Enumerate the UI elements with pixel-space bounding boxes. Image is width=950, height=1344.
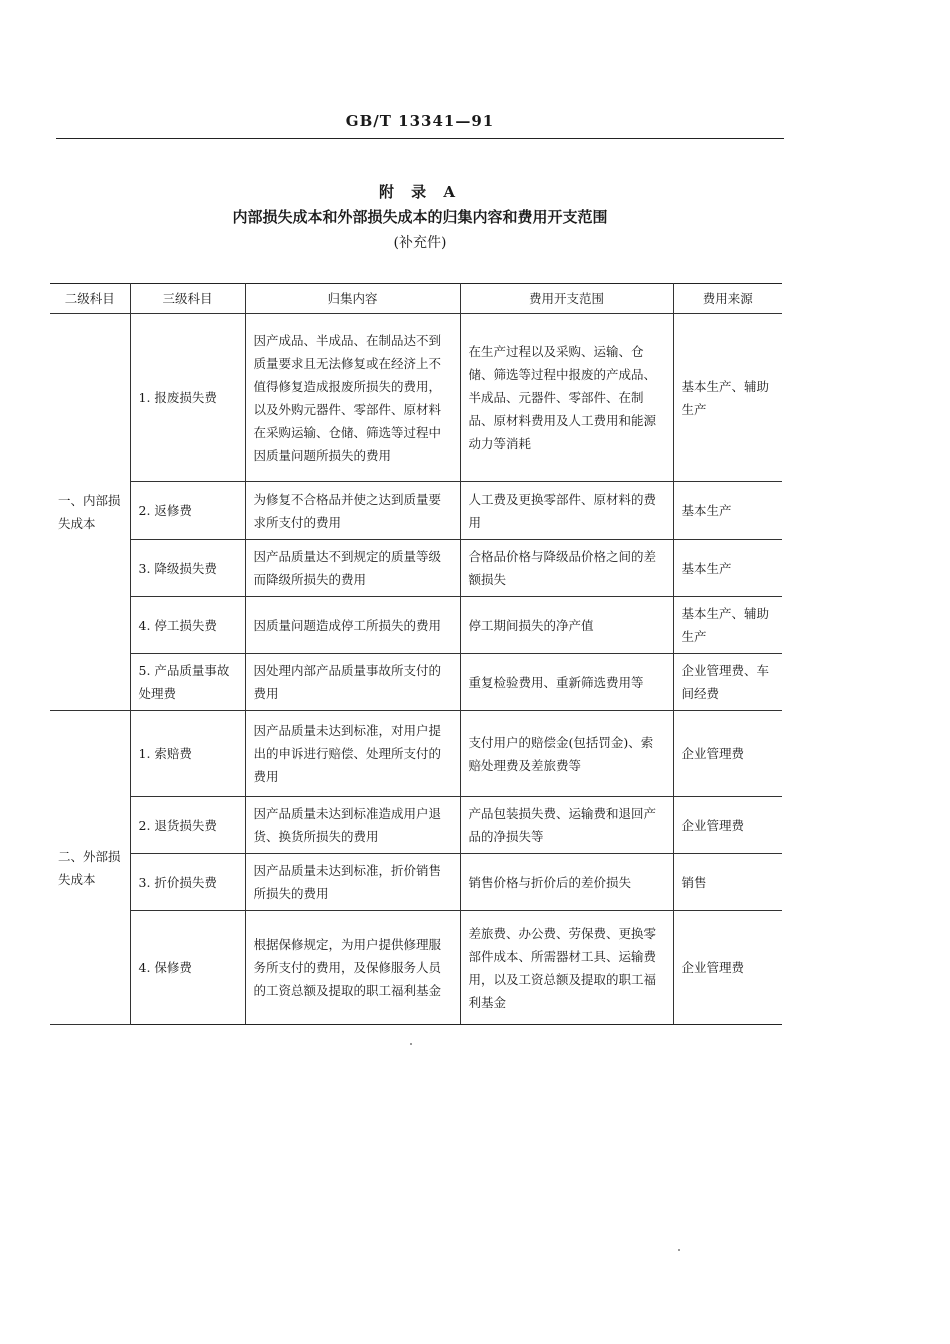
table-row xyxy=(50,711,782,797)
table-row xyxy=(50,797,782,854)
source-cell: 基本生产、辅助生产 xyxy=(673,314,782,482)
cost-table xyxy=(50,283,782,1025)
table-row xyxy=(50,540,782,597)
source-cell: 基本生产 xyxy=(673,482,782,540)
item-cell: 1. 索赔费 xyxy=(130,711,245,797)
source-cell: 基本生产、辅助生产 xyxy=(673,597,782,654)
item-cell: 3. 折价损失费 xyxy=(130,854,245,911)
scope-cell: 产品包装损失费、运输费和退回产品的净损失等 xyxy=(460,797,673,854)
scope-cell: 销售价格与折价后的差价损失 xyxy=(460,854,673,911)
standard-number: GB/T 13341—91 xyxy=(345,112,495,130)
scope-cell: 停工期间损失的净产值 xyxy=(460,597,673,654)
scope-cell: 人工费及更换零部件、原材料的费用 xyxy=(460,482,673,540)
table-row xyxy=(50,597,782,654)
table-header-row xyxy=(50,284,782,314)
scope-cell: 支付用户的赔偿金(包括罚金)、索赔处理费及差旅费等 xyxy=(460,711,673,797)
scan-speck xyxy=(678,1249,680,1251)
source-cell: 企业管理费、车间经费 xyxy=(673,654,782,711)
content-cell: 因处理内部产品质量事故所支付的费用 xyxy=(245,654,460,711)
content-cell: 因质量问题造成停工所损失的费用 xyxy=(245,597,460,654)
content-cell: 因产品质量达不到规定的质量等级而降级所损失的费用 xyxy=(245,540,460,597)
scope-cell: 重复检验费用、重新筛选费用等 xyxy=(460,654,673,711)
scope-cell: 差旅费、办公费、劳保费、更换零部件成本、所需器材工具、运输费用，以及工资总额及提取的职工福利基金 xyxy=(460,911,673,1025)
item-cell: 3. 降级损失费 xyxy=(130,540,245,597)
appendix-note: (补充件) xyxy=(393,235,447,251)
item-cell: 4. 保修费 xyxy=(130,911,245,1025)
source-cell: 企业管理费 xyxy=(673,711,782,797)
source-cell: 基本生产 xyxy=(673,540,782,597)
item-cell: 4. 停工损失费 xyxy=(130,597,245,654)
source-cell: 企业管理费 xyxy=(673,911,782,1025)
content-cell: 因产成品、半成品、在制品达不到质量要求且无法修复或在经济上不值得修复造成报废所损失的费用，以及外购元器件、零部件、原材料在采购运输、仓储、筛选等过程中因质量问题所损失的费用 xyxy=(245,314,460,482)
column-header: 二级科目 xyxy=(50,284,130,314)
column-header: 三级科目 xyxy=(130,284,245,314)
column-header: 费用开支范围 xyxy=(460,284,673,314)
column-header: 归集内容 xyxy=(245,284,460,314)
source-cell: 销售 xyxy=(673,854,782,911)
column-header: 费用来源 xyxy=(673,284,782,314)
header-rule xyxy=(56,138,784,139)
source-cell: 企业管理费 xyxy=(673,797,782,854)
content-cell: 因产品质量未达到标准造成用户退货、换货所损失的费用 xyxy=(245,797,460,854)
item-cell: 2. 退货损失费 xyxy=(130,797,245,854)
appendix-title: 内部损失成本和外部损失成本的归集内容和费用开支范围 xyxy=(232,208,608,226)
content-cell: 因产品质量未达到标准，对用户提出的申诉进行赔偿、处理所支付的费用 xyxy=(245,711,460,797)
scope-cell: 在生产过程以及采购、运输、仓储、筛选等过程中报废的产成品、半成品、元器件、零部件、在制品、原材料费用及人工费用和能源动力等消耗 xyxy=(460,314,673,482)
group-cell: 二、外部损失成本 xyxy=(50,711,130,1025)
item-cell: 1. 报废损失费 xyxy=(130,314,245,482)
scan-speck xyxy=(410,1043,412,1045)
appendix-label: 附 录 A xyxy=(378,183,462,201)
content-cell: 根据保修规定，为用户提供修理服务所支付的费用，及保修服务人员的工资总额及提取的职工福利基金 xyxy=(245,911,460,1025)
content-cell: 因产品质量未达到标准，折价销售所损失的费用 xyxy=(245,854,460,911)
table-row xyxy=(50,314,782,482)
item-cell: 5. 产品质量事故处理费 xyxy=(130,654,245,711)
table-row xyxy=(50,482,782,540)
table-row xyxy=(50,911,782,1025)
content-cell: 为修复不合格品并使之达到质量要求所支付的费用 xyxy=(245,482,460,540)
table-row xyxy=(50,854,782,911)
scope-cell: 合格品价格与降级品价格之间的差额损失 xyxy=(460,540,673,597)
group-cell: 一、内部损失成本 xyxy=(50,314,130,711)
item-cell: 2. 返修费 xyxy=(130,482,245,540)
table-row xyxy=(50,654,782,711)
